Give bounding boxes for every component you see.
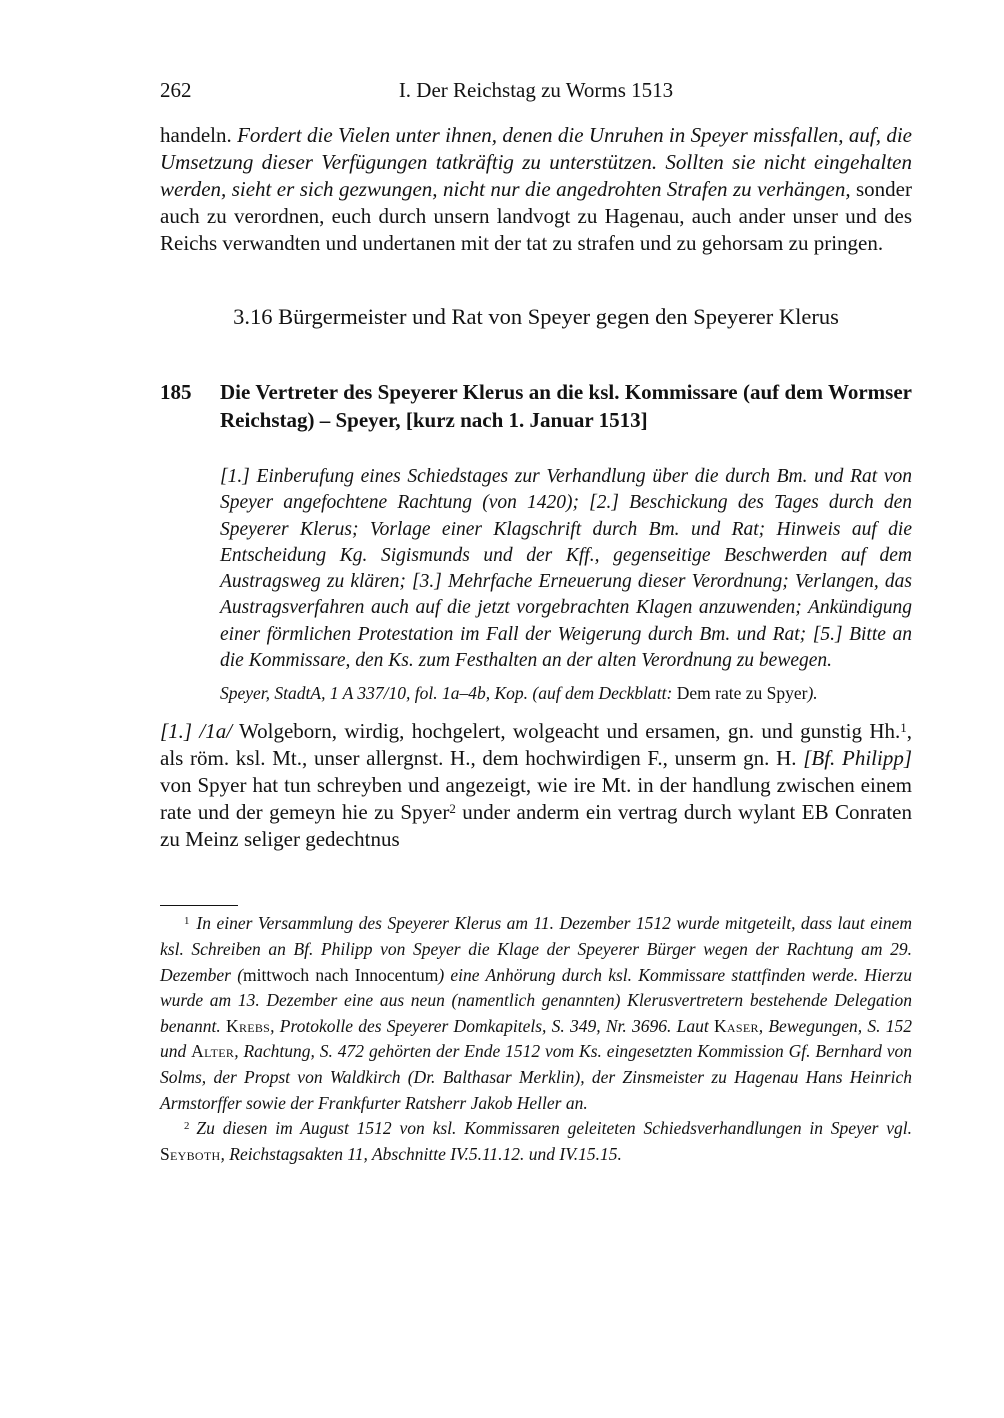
entry-number: 185 [160,380,192,404]
entry-title: Die Vertreter des Speyerer Klerus an die ksl. Kommissare (auf dem Wormser Reichstag) – Speyer, [kurz nach 1. Januar 1513] [220,380,912,432]
footnotes-section [160,911,912,1167]
page-number: 262 [160,78,192,102]
running-head [160,78,912,104]
footnote-2: $^2$ Zu diesen im August 1512 von ksl. Kommissaren geleiteten Schiedsverhandlungen in Speyer vgl. Seyboth, Reichstagsakten 11, Abschnitte IV.5.11.12. und IV.15.15. [160,1118,912,1164]
running-title: I. Der Reichstag zu Worms 1513 [398,78,674,102]
footnote-separator-rule [160,905,238,906]
entry-source-line: Speyer, StadtA, 1 A 337/10, fol. 1a–4b, Kop. (auf dem Deckblatt: Dem rate zu Spyer). [220,683,818,704]
footnote-1: $^1$ In einer Versammlung des Speyerer Klerus am 11. Dezember 1512 wurde mitgeteilt, dass laut einem ksl. Schreiben an Bf. Philipp von Speyer die Klage der Speyerer Bürger wegen der Rachtung am 29. Dezember (mittwoch nach Innocentum) eine Anhörung durch ksl. Kommissare stattfinden werde. Hierzu wurde am 13. Dezember eine aus neun (namentlich genannten) Klerusvertretern bestehende Delegation benannt. Krebs, Protokolle des Speyerer Domkapitels, S. 349, Nr. 3696. Laut Kaser, Bewegungen, S. 152 und Alter, Rachtung, S. 472 gehörten der Ende 1512 vom Ks. eingesetzten Kommission Gf. Bernhard von Solms, der Propst von Waldkirch (Dr. Balthasar Merklin), der Zinsmeister zu Hagenau Hans Heinrich Armstorffer sowie der Frankfurter Ratsherr Jakob Heller an. [160,913,913,1113]
transcription-paragraph: [1.] /1a/ Wolgeborn, wirdig, hochgelert, wolgeacht und ersamen, gn. und gunstig Hh.$^1$, als röm. ksl. Mt., unser allergnst. H., dem hochwirdigen F., unserm gn. H. [Bf. Philipp] von Spyer hat tun schreyben und angezeigt, wie ire Mt. in der handlung zwischen einem rate und der gemeyn hie zu Spyer$^2$ under anderm ein vertrag durch wylant EB Conraten zu Meinz seliger gedechtnus [160,719,912,852]
entry-summary: [1.] Einberufung eines Schiedstages zur Verhandlung über die durch Bm. und Rat von Speyer angefochtene Rachtung (von 1420); [2.] Beschickung des Tages durch den Speyerer Klerus; Vorlage einer Klagschrift durch Bm. und Rat; Hinweis auf die Entscheidung Kg. Sigismunds und der Kff., gegenseitige Beschwerden auf dem Austragsweg zu klären; [3.] Mehrfache Erneuerung dieser Verordnung; Verlangen, das Austragsverfahren auch auf die jetzt vorgebrachten Klagen anzuwenden; Ankündigung einer förmlichen Protestation im Fall der Weigerung durch Bm. und Rat; [5.] Bitte an die Kommissare, den Ks. zum Festhalten an der alten Verordnung zu bewegen. [220,466,912,672]
entry-heading [160,378,912,434]
intro-paragraph: handeln. Fordert die Vielen unter ihnen, denen die Unruhen in Speyer missfallen, auf, die Umsetzung dieser Verfügungen tatkräftig zu unterstützen. Sollten sie nicht eingehalten werden, sieht er sich gezwungen, nicht nur die angedrohten Strafen zu verhängen, sonder auch zu verordnen, euch durch unsern landvogt zu Hagenau, auch ander unser und des Reichs verwandten und undertanen mit der tat zu strafen und zu gehorsam zu pringen. [160,123,912,255]
section-heading: 3.16 Bürgermeister und Rat von Speyer gegen den Speyerer Klerus [233,304,839,329]
